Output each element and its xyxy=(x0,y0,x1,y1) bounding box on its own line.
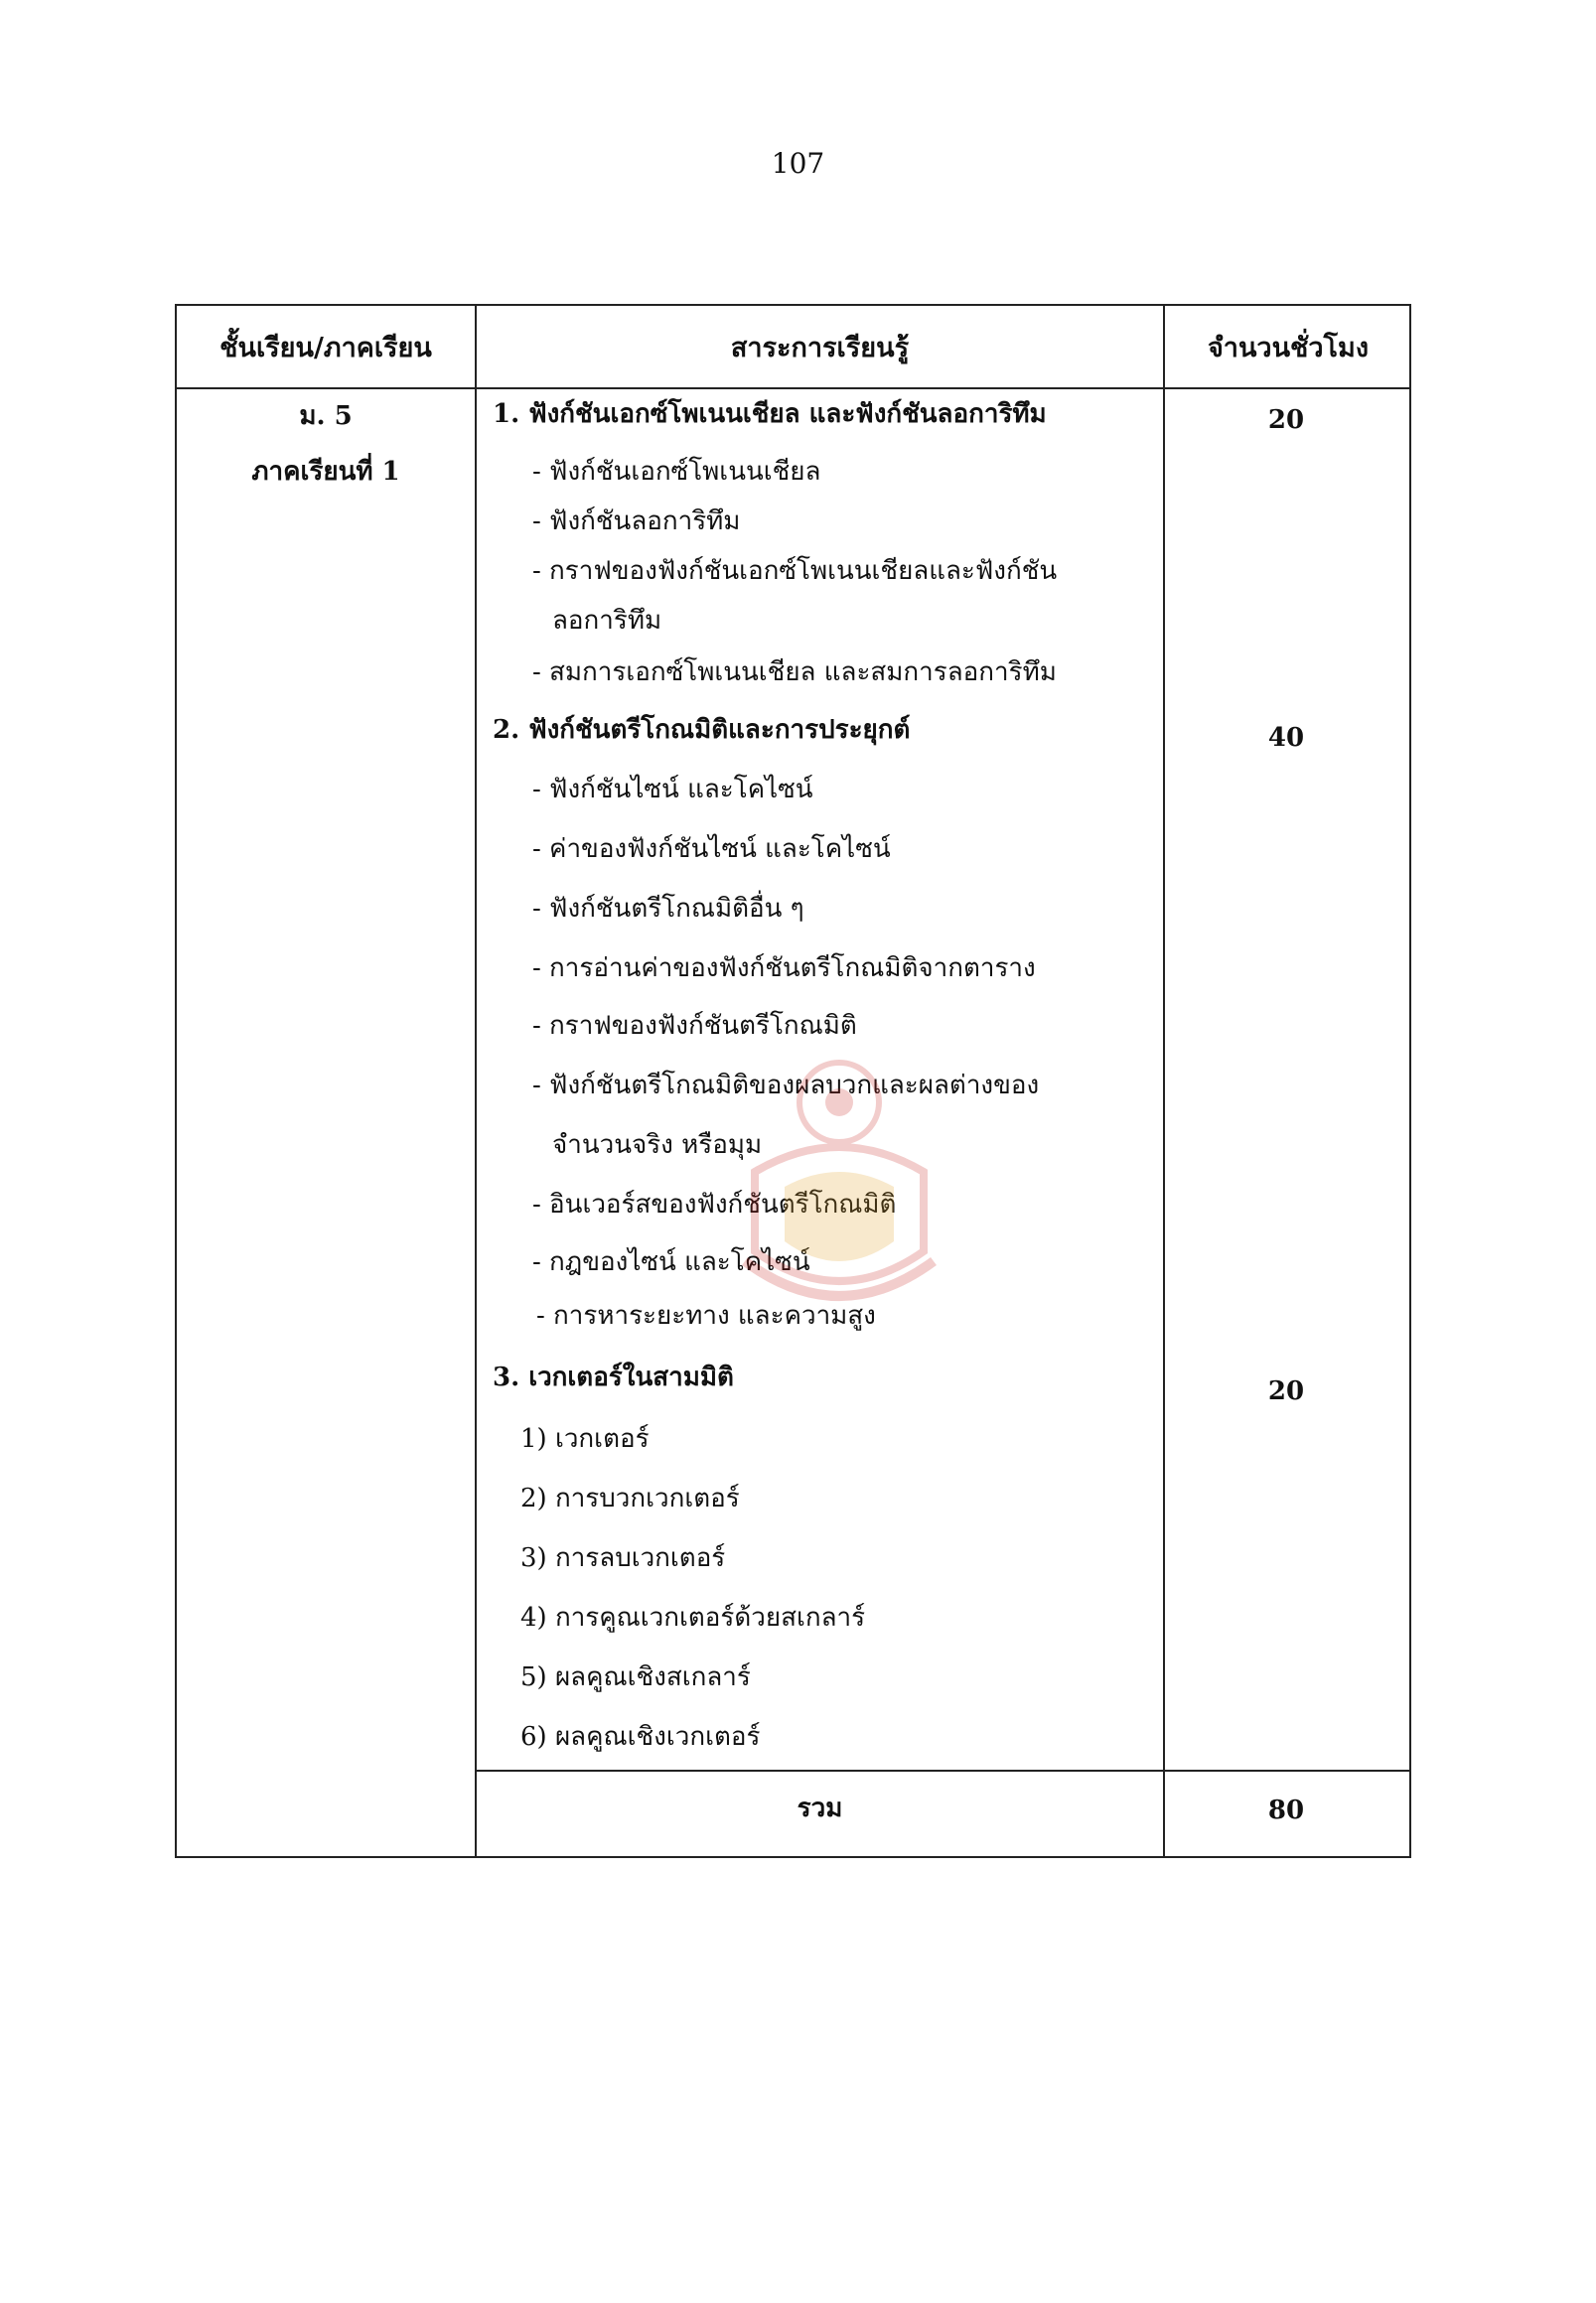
curriculum-table xyxy=(175,304,1411,1858)
grade-label: ม. 5 xyxy=(299,401,353,431)
header-content: สาระการเรียนรู้ xyxy=(730,332,910,363)
list-item: 2) การบวกเวกเตอร์ xyxy=(520,1484,740,1513)
list-item: 3) การลบเวกเตอร์ xyxy=(520,1543,726,1573)
total-label: รวม xyxy=(797,1794,843,1823)
topic-title: 1. ฟังก์ชันเอกซ์โพเนนเชียล และฟังก์ชันลอการิทึม xyxy=(493,399,1047,429)
list-item: - กฎของไซน์ และโคไซน์ xyxy=(532,1247,810,1277)
list-item: - ฟังก์ชันตรีโกณมิติอื่น ๆ xyxy=(532,894,804,924)
list-item: - สมการเอกซ์โพเนนเชียล และสมการลอการิทึม xyxy=(532,657,1057,687)
header-hours: จำนวนชั่วโมง xyxy=(1207,332,1370,363)
list-item: - การหาระยะทาง และความสูง xyxy=(536,1301,876,1331)
list-item: 6) ผลคูณเชิงเวกเตอร์ xyxy=(520,1722,761,1752)
column-divider xyxy=(1163,306,1165,1856)
list-item: - อินเวอร์สของฟังก์ชันตรีโกณมิติ xyxy=(532,1190,897,1220)
list-item: 4) การคูณเวกเตอร์ด้วยสเกลาร์ xyxy=(520,1603,866,1633)
list-item: - การอ่านค่าของฟังก์ชันตรีโกณมิติจากตาราง xyxy=(532,953,1036,983)
list-item: - ฟังก์ชันไซน์ และโคไซน์ xyxy=(532,775,813,804)
topic-hours: 20 xyxy=(1267,405,1305,435)
page-number: 107 xyxy=(771,147,825,180)
term-label: ภาคเรียนที่ 1 xyxy=(251,457,400,487)
list-item: จำนวนจริง หรือมุม xyxy=(552,1130,763,1160)
total-hours: 80 xyxy=(1267,1796,1305,1825)
topic-title: 3. เวกเตอร์ในสามมิติ xyxy=(493,1363,734,1392)
list-item: 1) เวกเตอร์ xyxy=(520,1424,650,1454)
list-item: - ค่าของฟังก์ชันไซน์ และโคไซน์ xyxy=(532,834,891,864)
list-item: - กราฟของฟังก์ชันตรีโกณมิติ xyxy=(532,1011,857,1041)
list-item: - กราฟของฟังก์ชันเอกซ์โพเนนเชียลและฟังก์ชัน xyxy=(532,556,1058,586)
topic-hours: 40 xyxy=(1267,723,1305,753)
list-item: - ฟังก์ชันเอกซ์โพเนนเชียล xyxy=(532,457,821,487)
list-item: - ฟังก์ชันลอการิทึม xyxy=(532,506,741,536)
header-grade-term: ชั้นเรียน/ภาคเรียน xyxy=(219,332,432,363)
list-item: ลอการิทึม xyxy=(552,606,662,636)
total-divider xyxy=(475,1770,1409,1772)
topic-hours: 20 xyxy=(1267,1376,1305,1406)
topic-title: 2. ฟังก์ชันตรีโกณมิติและการประยุกต์ xyxy=(493,715,911,745)
column-divider xyxy=(475,306,477,1856)
header-divider xyxy=(177,387,1409,389)
list-item: 5) ผลคูณเชิงสเกลาร์ xyxy=(520,1662,751,1692)
list-item: - ฟังก์ชันตรีโกณมิติของผลบวกและผลต่างของ xyxy=(532,1071,1040,1100)
